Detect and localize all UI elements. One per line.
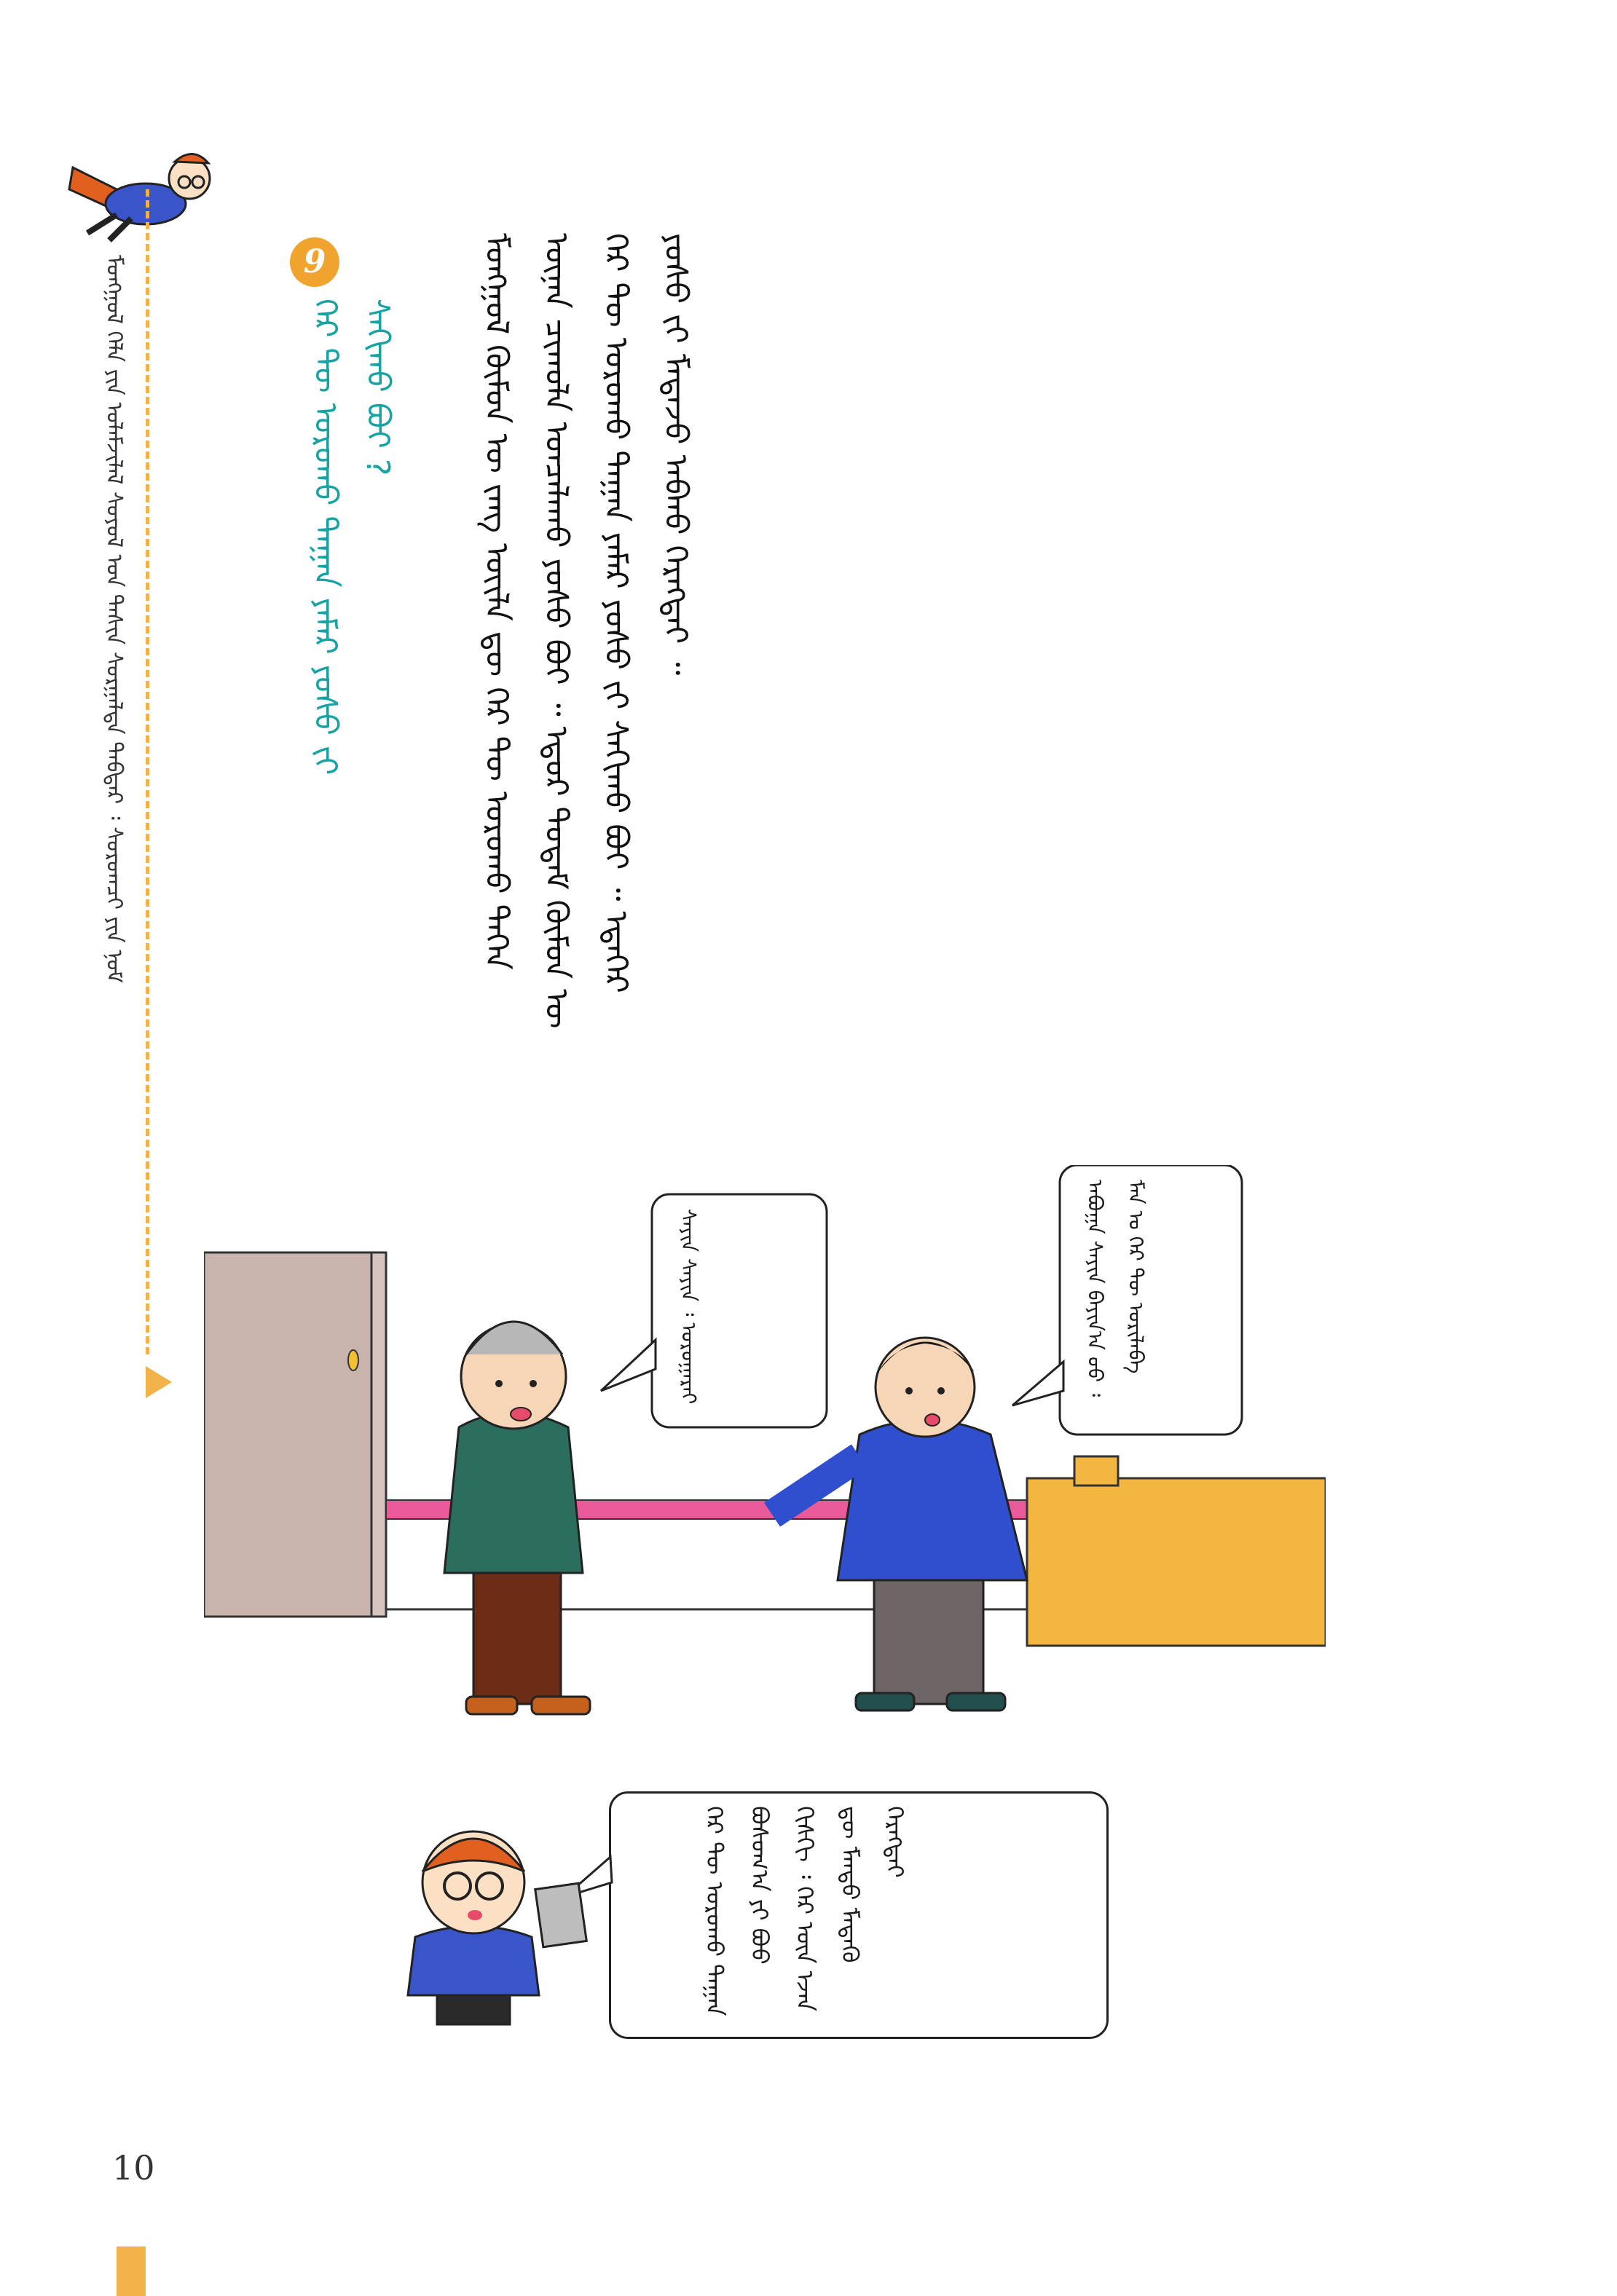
old-man-figure <box>444 1322 590 1714</box>
page-number: 10 <box>112 2148 155 2187</box>
body-paragraph: ᠮᠣᠩᠭᠣᠯ ᠬᠦᠮᠦᠨ ᠦ ᠵᠠᠩ ᠦᠢᠯᠡ ᠳᠦ ᠭᠡᠷ ᠲᠦ ᠣᠷᠣᠬᠤ ᠳᠡᠭᠡᠨ ᠦᠨᠡᠨ ᠴᠢᠬᠤᠯᠠ ᠣᠨᠴᠠᠯᠠᠬᠤ ᠶᠣᠰᠣ ᠪᠣᠢ ᠃ ᠡᠳᠦᠷ ᠲᠤᠲᠠᠮ ᠬᠦᠮᠦᠨ ᠦ ᠭᠡᠷ ᠲᠦ ᠣᠷᠣᠬᠤ ᠳᠠᠭᠠᠨ ᠶᠠᠮᠠᠷ ᠶᠣᠰᠣ ᠵᠢ ᠰᠠᠬᠢᠬᠤ ᠪᠣᠢ ᠃ ᠡᠳᠡᠭᠡᠷ ᠶᠣᠰᠣ ᠵᠢ ᠮᠡᠳᠡᠵᠦ ᠠᠪᠬᠤ ᠬᠡᠷᠡᠭᠲᠡᠢ ᠃ <box>478 233 694 1029</box>
door-handle <box>348 1350 358 1370</box>
door-panel <box>204 1252 386 1617</box>
door-frame <box>371 1252 386 1617</box>
scene-illustration <box>204 1165 1326 1733</box>
dashed-guide-line <box>146 189 149 1354</box>
page-accent-bar <box>117 2246 146 2296</box>
kid-figure-illustration <box>379 1799 619 2046</box>
question-text: ᠭᠡᠷ ᠲᠦ ᠣᠷᠣᠬᠤ ᠳᠠᠭᠠᠨ ᠶᠠᠮᠠᠷ ᠶᠣᠰᠣ ᠵᠢ ᠰᠠᠬᠢᠬᠤ ᠪᠣᠢ ? <box>307 299 396 776</box>
question-number-badge: 9 <box>290 237 339 287</box>
old-man-bubble-text: ᠰᠠᠶᠢᠨ ᠰᠠᠶᠢᠨ ᠄ ᠤᠷᠤᠭᠠᠷᠠᠢ <box>677 1209 701 1405</box>
cabinet-box <box>1074 1456 1118 1486</box>
guide-arrow-icon <box>146 1366 172 1398</box>
page-header-title: ᠮᠣᠩᠭᠣᠯ ᠬᠡᠯᠡ ᠶᠢᠨ ᠤᠯᠠᠮᠵᠢᠯᠠᠯ ᠰᠣᠶᠣᠯ ᠤᠨ ᠲᠡᠰᠢᠨ ᠰᠤᠷᠭᠠᠯᠲᠠ ᠳᠡᠪᠲᠡᠷ ᠄ ᠰᠤᠷᠤᠭᠴᠢ ᠶᠢᠨ ᠨᠣᠮ <box>101 255 127 983</box>
young-man-bubble-text: ᠠᠪᠤᠭᠠ ᠰᠠᠶᠢᠨ ᠪᠠᠶᠢᠨ᠎ᠠ ᠤᠤ ᠄ ᠮᠠᠨ ᠤ ᠭᠡᠷ ᠲᠦ ᠤᠷᠢᠯᠠᠪᠠ <box>1083 1180 1148 1397</box>
kid-bubble-text: ᠭᠡᠷ ᠲᠦ ᠣᠷᠣᠬᠤ ᠳᠠᠭᠠᠨ ᠪᠣᠰᠣᠭ᠎ᠠ ᠶᠢ ᠪᠦᠦ ᠭᠢᠰᠭᠢ ᠄ ᠭᠡᠷ ᠦᠨ ᠡᠵᠡᠨ ᠳᠦ ᠮᠡᠨᠳᠦ ᠮᠡᠳᠡᠬᠦ ᠬᠡᠷᠡᠭᠲᠡᠢ <box>701 1806 909 2016</box>
flying-hero-illustration <box>66 138 211 248</box>
cabinet <box>1027 1478 1326 1646</box>
